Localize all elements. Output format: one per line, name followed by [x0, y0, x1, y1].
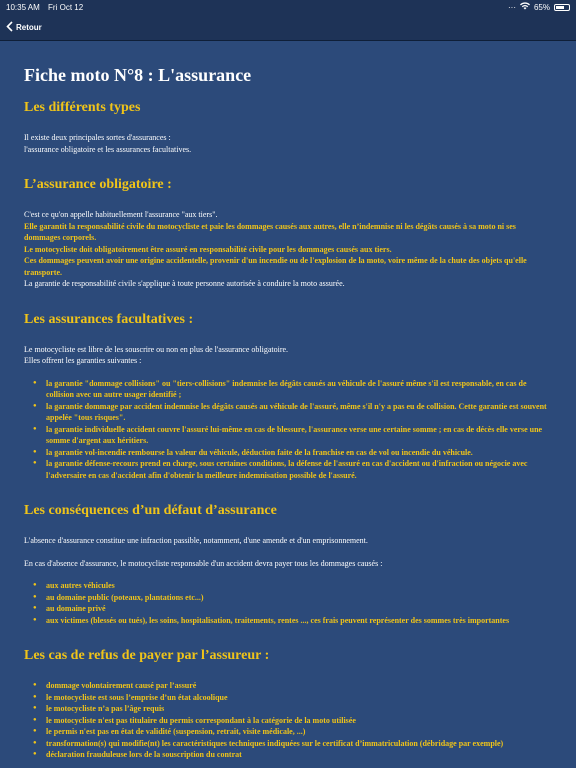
consequence-list	[24, 580, 552, 626]
refusal-list	[24, 680, 552, 761]
list-item: ● la garantie dommage par accident indemnise les dégâts causés au véhicule de l'assuré, même s'il n'y a pas eu de collision. Cette garantie est souvent appelée "tous risques".	[46, 401, 552, 424]
status-time: 10:35 AM	[6, 2, 40, 12]
list-item: ● dommage volontairement causé par l’assuré	[46, 680, 552, 692]
page-title: Fiche moto N°8 : L'assurance	[24, 65, 252, 85]
battery-percent: 65%	[533, 2, 550, 12]
section-obligatoire	[24, 177, 552, 290]
list-item: ● au domaine public (poteaux, plantations etc...)	[46, 592, 552, 604]
article	[0, 41, 576, 761]
text-line: Elles offrent les garanties suivantes :	[24, 356, 142, 365]
list-item: ● déclaration frauduleuse lors de la souscription du contrat	[46, 749, 552, 761]
paragraph	[24, 209, 552, 290]
battery-icon	[554, 4, 570, 11]
text-line: l'assurance obligatoire et les assurances facultatives.	[24, 144, 192, 154]
text-line: C'est ce qu'on appelle habituellement l'assurance "aux tiers".	[24, 210, 218, 219]
status-date: Fri Oct 12	[48, 2, 84, 12]
highlight-text: Le motocycliste doit obligatoirement être assuré en responsabilité civile pour les dommages causés aux tiers.	[24, 244, 392, 254]
text-line: Le motocycliste est libre de les souscrire ou non en plus de l'assurance obligatoire.	[24, 344, 289, 354]
section-heading: Les cas de refus de payer par l’assureur :	[24, 648, 270, 663]
list-item: ● au domaine privé	[46, 603, 552, 615]
status-right	[508, 2, 570, 12]
list-item: ● transformation(s) qui modifie(nt) les caractéristiques techniques indiquées sur le certificat d’immatriculation (débridage par exemple)	[46, 738, 552, 750]
list-item: ● la garantie vol-incendie rembourse la valeur du véhicule, déduction faite de la franchise en cas de vol ou incendie du véhicule.	[46, 447, 552, 459]
multitask-icon: ···	[507, 2, 516, 12]
guarantee-list	[24, 378, 552, 482]
paragraph	[24, 344, 552, 367]
text-line: Il existe deux principales sortes d'assurances :	[24, 133, 171, 142]
list-item: ● le motocycliste est sous l’emprise d’un état alcoolique	[46, 692, 552, 704]
list-item: ● le motocycliste n’a pas l’âge requis	[46, 703, 552, 715]
list-item: ● la garantie individuelle accident couvre l'assuré lui-même en cas de blessure, l'assurance verse une certaine somme ; en cas de décès elle verse une somme d'argent aux héritiers.	[46, 424, 552, 447]
back-label: Retour	[16, 22, 42, 32]
chevron-left-icon	[6, 21, 13, 34]
paragraph: En cas d'absence d'assurance, le motocycliste responsable d'un accident devra payer tous les dommages causés :	[24, 558, 383, 568]
section-heading: L’assurance obligatoire :	[24, 177, 172, 192]
section-types	[24, 100, 552, 155]
back-button[interactable]	[6, 21, 42, 34]
list-item: ● la garantie défense-recours prend en charge, sous certaines conditions, la défense de l'assuré en cas d'accident ou d'infraction ou négocie avec l'adversaire en cas d'accident afin d'obtenir la meilleure indemnisation possible de l'assuré.	[46, 458, 552, 481]
list-item: ● aux victimes (blessés ou tués), les soins, hospitalisation, traitements, rentes ..., ces frais peuvent représenter des sommes très importantes	[46, 615, 552, 627]
paragraph: L'absence d'assurance constitue une infraction passible, notamment, d'une amende et d'un emprisonnement.	[24, 536, 368, 545]
section-refus	[24, 648, 552, 761]
section-heading: Les assurances facultatives :	[24, 311, 194, 327]
status-bar	[0, 0, 576, 14]
section-heading: Les différents types	[24, 100, 141, 115]
section-heading: Les conséquences d’un défaut d’assurance	[24, 503, 277, 518]
highlight-text: Ces dommages peuvent avoir une origine accidentelle, provenir d'un incendie ou de l'explosion de la moto, voire même de la chute des objets qu'elle transporte.	[24, 256, 527, 277]
status-left	[6, 3, 89, 12]
list-item: ● le motocycliste n'est pas titulaire du permis correspondant à la catégorie de la moto utilisée	[46, 715, 552, 727]
list-item: ● aux autres véhicules	[46, 580, 552, 592]
section-consequences	[24, 503, 552, 626]
paragraph	[24, 132, 552, 155]
list-item: ● la garantie "dommage collisions" ou "tiers-collisions" indemnise les dégâts causés au véhicule de l'assuré même s'il est responsable, en cas de collision avec un autre usager identifié ;	[46, 378, 552, 401]
text-line: La garantie de responsabilité civile s'applique à toute personne autorisée à conduire la moto assurée.	[24, 279, 345, 288]
list-item: ● le permis n'est pas en état de validité (suspension, retrait, visite médicale, ...)	[46, 726, 552, 738]
section-facultatives	[24, 312, 552, 482]
navigation-bar	[0, 14, 576, 41]
wifi-icon	[520, 2, 530, 12]
highlight-text: Elle garantit la responsabilité civile du motocycliste et paie les dommages causés aux autres, elle n’indemnise ni les dégâts causés à sa moto ni ses dommages corporels.	[24, 221, 516, 242]
